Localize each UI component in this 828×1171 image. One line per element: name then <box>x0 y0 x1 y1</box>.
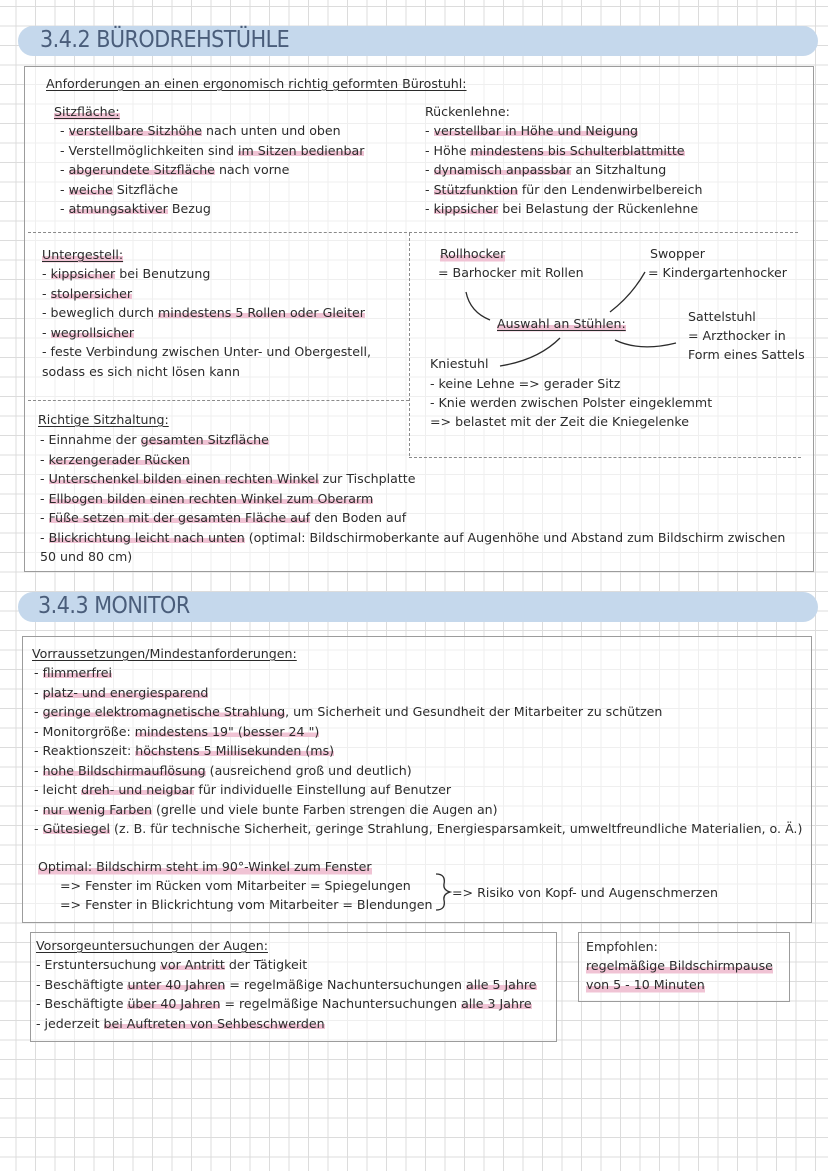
list-text: - <box>34 704 43 719</box>
list-text: an Sitzhaltung <box>571 162 667 177</box>
list-text: = regelmäßige Nachuntersuchungen <box>225 976 466 992</box>
highlighted-text: kippsicher <box>50 266 116 281</box>
list-item <box>34 780 451 800</box>
list-text: - <box>60 181 69 197</box>
list-text: - <box>34 684 43 700</box>
highlighted-text: gesamten Sitzfläche <box>140 432 269 447</box>
box-heading: Anforderungen an einen ergonomisch richtig geformten Bürostuhl: <box>46 76 467 91</box>
list-text: - beweglich durch <box>42 305 159 320</box>
list-item <box>36 955 307 975</box>
list-text: - jederzeit <box>36 1015 104 1031</box>
section-title-2: 3.4.3 MONITOR <box>38 593 190 619</box>
list-item <box>425 180 702 200</box>
highlighted-text: nur wenig Farben <box>42 801 152 817</box>
kniestuhl-line-3: => belastet mit der Zeit die Kniegelenke <box>430 414 689 429</box>
list-text: - Reaktionszeit: <box>34 743 136 758</box>
highlighted-text: kerzengerader Rücken <box>48 451 190 467</box>
highlighted-text: bei Auftreten von Sehbeschwerden <box>103 1015 325 1031</box>
list-text: - <box>34 801 43 817</box>
list-text: - Beschäftigte <box>36 976 128 992</box>
list-text: - <box>60 201 69 216</box>
highlighted-text: über 40 Jahren <box>127 996 221 1011</box>
list-item <box>425 141 685 161</box>
highlighted-text: kippsicher <box>433 201 499 216</box>
list-text: , um Sicherheit und Gesundheit der Mitarbeiter zu schützen <box>285 704 663 719</box>
list-item <box>40 528 785 548</box>
kniestuhl-line-1: - keine Lehne => gerader Sitz <box>430 376 621 391</box>
untergestell-heading: Untergestell: <box>42 245 123 265</box>
list-text: - <box>34 762 43 778</box>
highlighted-text: Stützfunktion <box>433 181 518 197</box>
list-item <box>40 430 269 450</box>
risiko-text: => Risiko von Kopf- und Augenschmerzen <box>452 885 719 900</box>
kniestuhl-title: Kniestuhl <box>430 356 489 371</box>
sattelstuhl-title: Sattelstuhl <box>688 309 756 324</box>
optimal-line-1: => Fenster im Rücken vom Mitarbeiter = Spiegelungen <box>60 878 411 893</box>
list-text: sodass es sich nicht lösen kann <box>42 363 240 379</box>
highlighted-text: hohe Bildschirmauflösung <box>42 762 206 778</box>
kniestuhl-line-2: - Knie werden zwischen Polster eingeklemmt <box>430 395 713 410</box>
rollhocker-desc: = Barhocker mit Rollen <box>438 265 584 280</box>
list-text: - <box>60 162 69 177</box>
sattelstuhl-desc2: Form eines Sattels <box>688 347 805 362</box>
list-item <box>40 508 406 528</box>
list-text: - <box>42 285 51 301</box>
highlighted-text: Blickrichtung leicht nach unten <box>48 529 245 545</box>
list-item <box>60 199 211 219</box>
list-text: - feste Verbindung zwischen Unter- und Obergestell, <box>42 344 371 359</box>
list-text: - Erstuntersuchung <box>36 957 161 972</box>
optimal-line-2: => Fenster in Blickrichtung vom Mitarbeiter = Blendungen <box>60 897 433 912</box>
highlighted-text: alle 5 Jahre <box>465 976 537 992</box>
list-text: - <box>42 266 51 281</box>
empfohlen-line-2: von 5 - 10 Minuten <box>586 975 705 995</box>
section-title-1: 3.4.2 BÜRODREHSTÜHLE <box>40 27 290 53</box>
list-text: - Beschäftigte <box>36 996 128 1011</box>
highlighted-text: flimmerfrei <box>42 665 113 680</box>
list-text: für den Lendenwirbelbereich <box>517 181 703 197</box>
list-text: - <box>40 490 49 506</box>
list-text: bei Benutzung <box>115 266 211 281</box>
list-item <box>40 469 415 489</box>
list-text: (grelle und viele bunte Farben strengen die Augen an) <box>151 801 498 817</box>
list-item <box>34 663 112 683</box>
list-text: bei Belastung der Rückenlehne <box>498 201 699 216</box>
highlighted-text: dreh- und neigbar <box>81 782 195 797</box>
list-item <box>42 264 210 284</box>
list-text: - <box>60 123 69 138</box>
highlighted-text: verstellbare Sitzhöhe <box>68 123 203 138</box>
list-text: - <box>34 821 43 836</box>
list-text: zur Tischplatte <box>318 471 416 486</box>
list-item <box>42 362 240 382</box>
highlighted-text: platz- und energiesparend <box>42 684 209 700</box>
empfohlen-heading: Empfohlen: <box>586 939 658 954</box>
highlighted-text: verstellbar in Höhe und Neigung <box>433 123 639 138</box>
list-item <box>34 722 319 742</box>
auswahl-center: Auswahl an Stühlen: <box>497 314 626 334</box>
highlighted-text: Ellbogen bilden einen rechten Winkel zum Oberarm <box>48 490 374 506</box>
list-text: - <box>34 665 43 680</box>
list-text: - <box>42 324 51 340</box>
highlighted-text: vor Antritt <box>160 957 225 972</box>
list-item <box>34 741 334 761</box>
highlighted-text: atmungsaktiver <box>68 201 168 216</box>
highlighted-text: geringe elektromagnetische Strahlung <box>42 704 286 719</box>
highlighted-text: alle 3 Jahre <box>461 996 532 1011</box>
vorsorge-heading: Vorsorgeuntersuchungen der Augen: <box>36 938 268 953</box>
list-text: - <box>425 181 434 197</box>
list-item <box>40 547 132 567</box>
list-item <box>34 819 802 839</box>
list-item <box>40 450 190 470</box>
sattelstuhl-desc1: = Arzthocker in <box>688 328 786 343</box>
list-item <box>36 1014 325 1034</box>
list-text: - leicht <box>34 782 82 797</box>
list-item <box>34 683 208 703</box>
highlighted-text: höchstens 5 Millisekunden (ms) <box>135 743 335 758</box>
list-text: - <box>40 471 49 486</box>
highlighted-text: dynamisch anpassbar <box>433 162 572 177</box>
list-item <box>42 342 371 362</box>
list-text: - <box>40 510 49 525</box>
list-item <box>36 994 532 1014</box>
highlighted-text: unter 40 Jahren <box>127 976 226 992</box>
highlighted-text: Gütesiegel <box>42 821 111 836</box>
empfohlen-line-1: regelmäßige Bildschirmpause <box>586 956 773 976</box>
monitor-heading: Vorraussetzungen/Mindestanforderungen: <box>32 646 297 661</box>
highlighted-text: Füße setzen mit der gesamten Fläche auf <box>48 510 311 525</box>
list-text: 50 und 80 cm) <box>40 549 133 564</box>
list-item <box>36 975 537 995</box>
list-text: - <box>40 529 49 545</box>
list-item <box>34 800 498 820</box>
list-text: Sitzfläche <box>112 181 179 197</box>
list-text: = regelmäßige Nachuntersuchungen <box>220 996 462 1011</box>
list-text: - Monitorgröße: <box>34 723 135 739</box>
list-text: den Boden auf <box>310 510 407 525</box>
highlighted-text: mindestens 5 Rollen oder Gleiter <box>158 305 365 320</box>
list-text: Bezug <box>167 201 211 216</box>
list-text: nach unten und oben <box>202 123 341 138</box>
list-text: (ausreichend groß und deutlich) <box>205 762 412 778</box>
list-text: nach vorne <box>214 162 290 177</box>
swopper-title: Swopper <box>650 246 705 261</box>
highlighted-text: mindestens bis Schulterblattmitte <box>470 142 685 158</box>
list-item <box>42 323 134 343</box>
highlighted-text: wegrollsicher <box>50 324 135 340</box>
highlighted-text: mindestens 19" (besser 24 ") <box>134 723 320 739</box>
list-item <box>425 160 666 180</box>
list-item <box>42 284 132 304</box>
list-item <box>34 702 662 722</box>
list-item <box>425 199 698 219</box>
list-item <box>60 121 341 141</box>
list-text: - <box>40 451 49 467</box>
sitzhaltung-heading: Richtige Sitzhaltung: <box>38 412 169 427</box>
list-text: für individuelle Einstellung auf Benutzer <box>194 782 451 797</box>
sitzflaeche-heading: Sitzfläche: <box>54 102 120 122</box>
highlighted-text: weiche <box>68 181 113 197</box>
list-text: - Verstellmöglichkeiten sind <box>60 142 239 158</box>
list-text: (optimal: Bildschirmoberkante auf Augenhöhe und Abstand zum Bildschirm zwischen <box>244 529 786 545</box>
highlighted-text: stolpersicher <box>50 285 133 301</box>
optimal-text: Optimal: Bildschirm steht im 90°-Winkel zum Fenster <box>38 857 372 877</box>
list-item <box>40 489 373 509</box>
list-text: - Einnahme der <box>40 432 141 447</box>
highlighted-text: im Sitzen bedienbar <box>238 142 365 158</box>
list-text: - Höhe <box>425 142 471 158</box>
list-item <box>42 303 365 323</box>
highlighted-text: Unterschenkel bilden einen rechten Winkel <box>48 471 319 486</box>
list-text: der Tätigkeit <box>224 957 308 972</box>
list-item <box>34 761 412 781</box>
rueckenlehne-heading: Rückenlehne: <box>425 104 510 119</box>
list-item <box>425 121 638 141</box>
list-text: (z. B. für technische Sicherheit, geringe Strahlung, Energiesparsamkeit, umweltfreundliche Materialien, o. Ä.) <box>110 821 803 836</box>
rollhocker-title: Rollhocker <box>440 244 505 264</box>
list-text: - <box>425 201 434 216</box>
list-item <box>60 160 289 180</box>
list-item <box>60 141 364 161</box>
list-item <box>60 180 178 200</box>
highlighted-text: abgerundete Sitzfläche <box>68 162 215 177</box>
list-text: - <box>425 162 434 177</box>
list-text: - <box>425 123 434 138</box>
swopper-desc: = Kindergartenhocker <box>648 265 787 280</box>
